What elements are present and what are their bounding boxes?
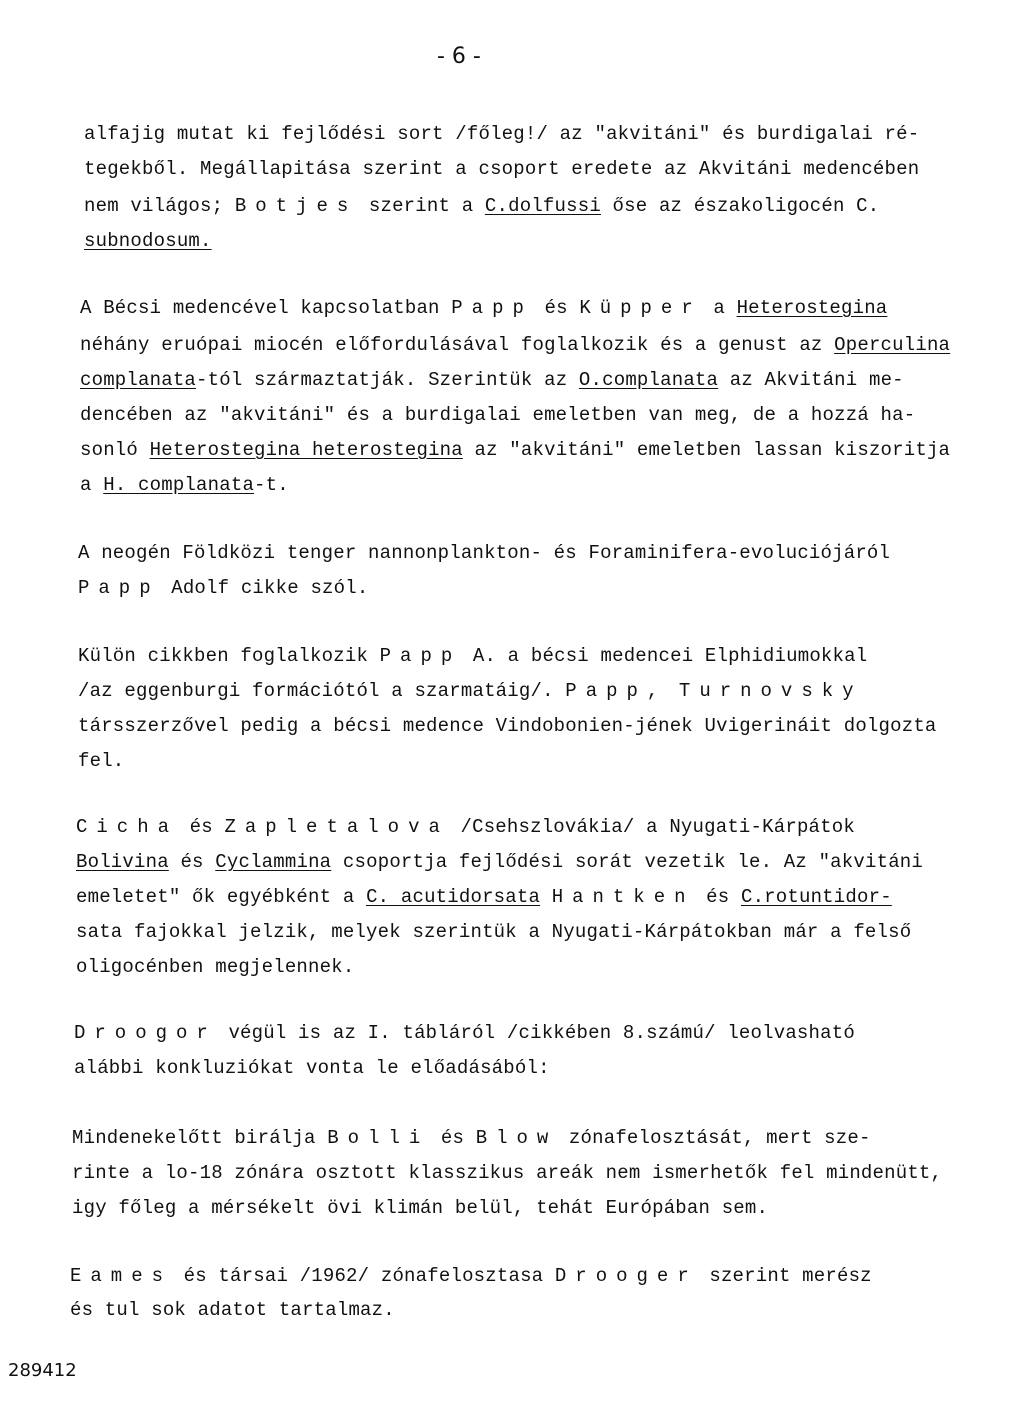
author-name: Papp bbox=[379, 645, 462, 667]
text-line: alfajig mutat ki fejlődési sort /főleg!/ az "akvitáni" és burdigalai ré- bbox=[84, 123, 920, 145]
text-line: /az eggenburgi formációtól a szarmatáig/. Papp, Turnovsky bbox=[78, 680, 863, 702]
species-name: complanata bbox=[80, 369, 197, 391]
species-name: C.rotuntidor- bbox=[740, 886, 892, 908]
text-line: Papp Adolf cikke szól. bbox=[78, 577, 369, 599]
species-name: C. acutidorsata bbox=[366, 886, 541, 908]
text-line: rinte a lo-18 zónára osztott klasszikus areák nem ismerhetők fel mindenütt, bbox=[72, 1162, 943, 1184]
author-name: Papp bbox=[451, 297, 533, 319]
author-name: Papp, bbox=[565, 680, 668, 702]
species-name: Heterostegina heterostegina bbox=[149, 439, 463, 461]
species-name: H. complanata bbox=[103, 474, 255, 496]
text-line: és tul sok adatot tartalmaz. bbox=[70, 1299, 395, 1321]
text-line: sonló Heterostegina heterostegina az "akvitáni" emeletben lassan kiszoritja bbox=[80, 439, 951, 461]
text-line: igy főleg a mérsékelt övi klimán belül, tehát Európában sem. bbox=[72, 1197, 769, 1219]
genus-name: Cyclammina bbox=[215, 851, 332, 873]
species-name: O.complanata bbox=[578, 369, 719, 391]
author-name: Hantken bbox=[551, 886, 695, 908]
author-name: Küpper bbox=[579, 297, 702, 319]
footer-code: 289412 bbox=[8, 1360, 77, 1381]
text-line: complanata-tól származtatják. Szerintük az O.complanata az Akvitáni me- bbox=[80, 369, 904, 391]
text-line: alábbi konkluziókat vonta le előadásából: bbox=[74, 1057, 550, 1079]
text-line: a H. complanata-t. bbox=[80, 474, 289, 496]
text-line: társszerzővel pedig a bécsi medence Vindobonien-jének Uvigerináit dolgozta bbox=[78, 715, 937, 737]
species-name: subnodosum. bbox=[84, 230, 212, 252]
text-line: dencében az "akvitáni" és a burdigalai emeletben van meg, de a hozzá ha- bbox=[80, 404, 916, 426]
author-name: Blow bbox=[475, 1127, 558, 1149]
genus-name: Operculina bbox=[834, 334, 951, 356]
species-name: C.dolfussi bbox=[484, 195, 601, 217]
text-line bbox=[84, 229, 212, 253]
author-name: Papp bbox=[78, 577, 160, 599]
author-name: Turnovsky bbox=[678, 680, 863, 702]
text-line: oligocénben megjelennek. bbox=[76, 956, 355, 978]
text-line: A neogén Földközi tenger nannonplankton- és Foraminifera-evolucióјáról bbox=[78, 542, 891, 564]
text-line: Külön cikkben foglalkozik Papp A. a bécsi medencei Elphidiumokkal bbox=[78, 645, 868, 667]
author-name: Cicha bbox=[76, 816, 179, 838]
text-line: A Bécsi medencével kapcsolatban Papp és Küpper a Heterostegina bbox=[80, 297, 888, 319]
text-line: Mindenekelőtt birálja Bolli és Blow zónafelosztását, mert sze- bbox=[72, 1127, 871, 1149]
author-name: Bolli bbox=[327, 1127, 430, 1149]
text-line: Cicha és Zapletalova /Csehszlovákia/ a Nyugati-Kárpátok bbox=[76, 816, 855, 838]
author-name: Eames bbox=[70, 1265, 173, 1287]
text-line: tegekből. Megállapitása szerint a csoport eredete az Akvitáni medencében bbox=[84, 158, 920, 180]
text-line: Bolivina és Cyclammina csoportja fejlődési sorát vezetik le. Az "akvitáni bbox=[76, 851, 923, 873]
text-line: nem világos; Botjes szerint a C.dolfussi őse az északoligocén C. bbox=[84, 195, 880, 217]
author-name: Botjes bbox=[234, 195, 358, 217]
author-name: Zapletalova bbox=[224, 816, 449, 838]
author-name: Drooger bbox=[554, 1265, 698, 1287]
text-line: Eames és társai /1962/ zónafelosztasa Drooger szerint merész bbox=[70, 1265, 872, 1287]
author-name: Droogor bbox=[74, 1022, 217, 1044]
text-line: fel. bbox=[78, 750, 125, 772]
page-number: - 6 - bbox=[437, 44, 481, 69]
text-line: sata fajokkal jelzik, melyek szerintük a Nyugati-Kárpátokban már a felső bbox=[76, 921, 912, 943]
genus-name: Heterostegina bbox=[736, 297, 888, 319]
text-line: emeletet" ők egyébként a C. acutidorsata Hantken és C.rotuntidor- bbox=[76, 886, 892, 908]
genus-name: Bolivina bbox=[76, 851, 169, 873]
text-line: néhány eruópai miocén előfordulásával foglalkozik és a genust az Operculina bbox=[80, 334, 951, 356]
text-line: Droogor végül is az I. tábláról /cikkében 8.számú/ leolvasható bbox=[74, 1022, 855, 1044]
